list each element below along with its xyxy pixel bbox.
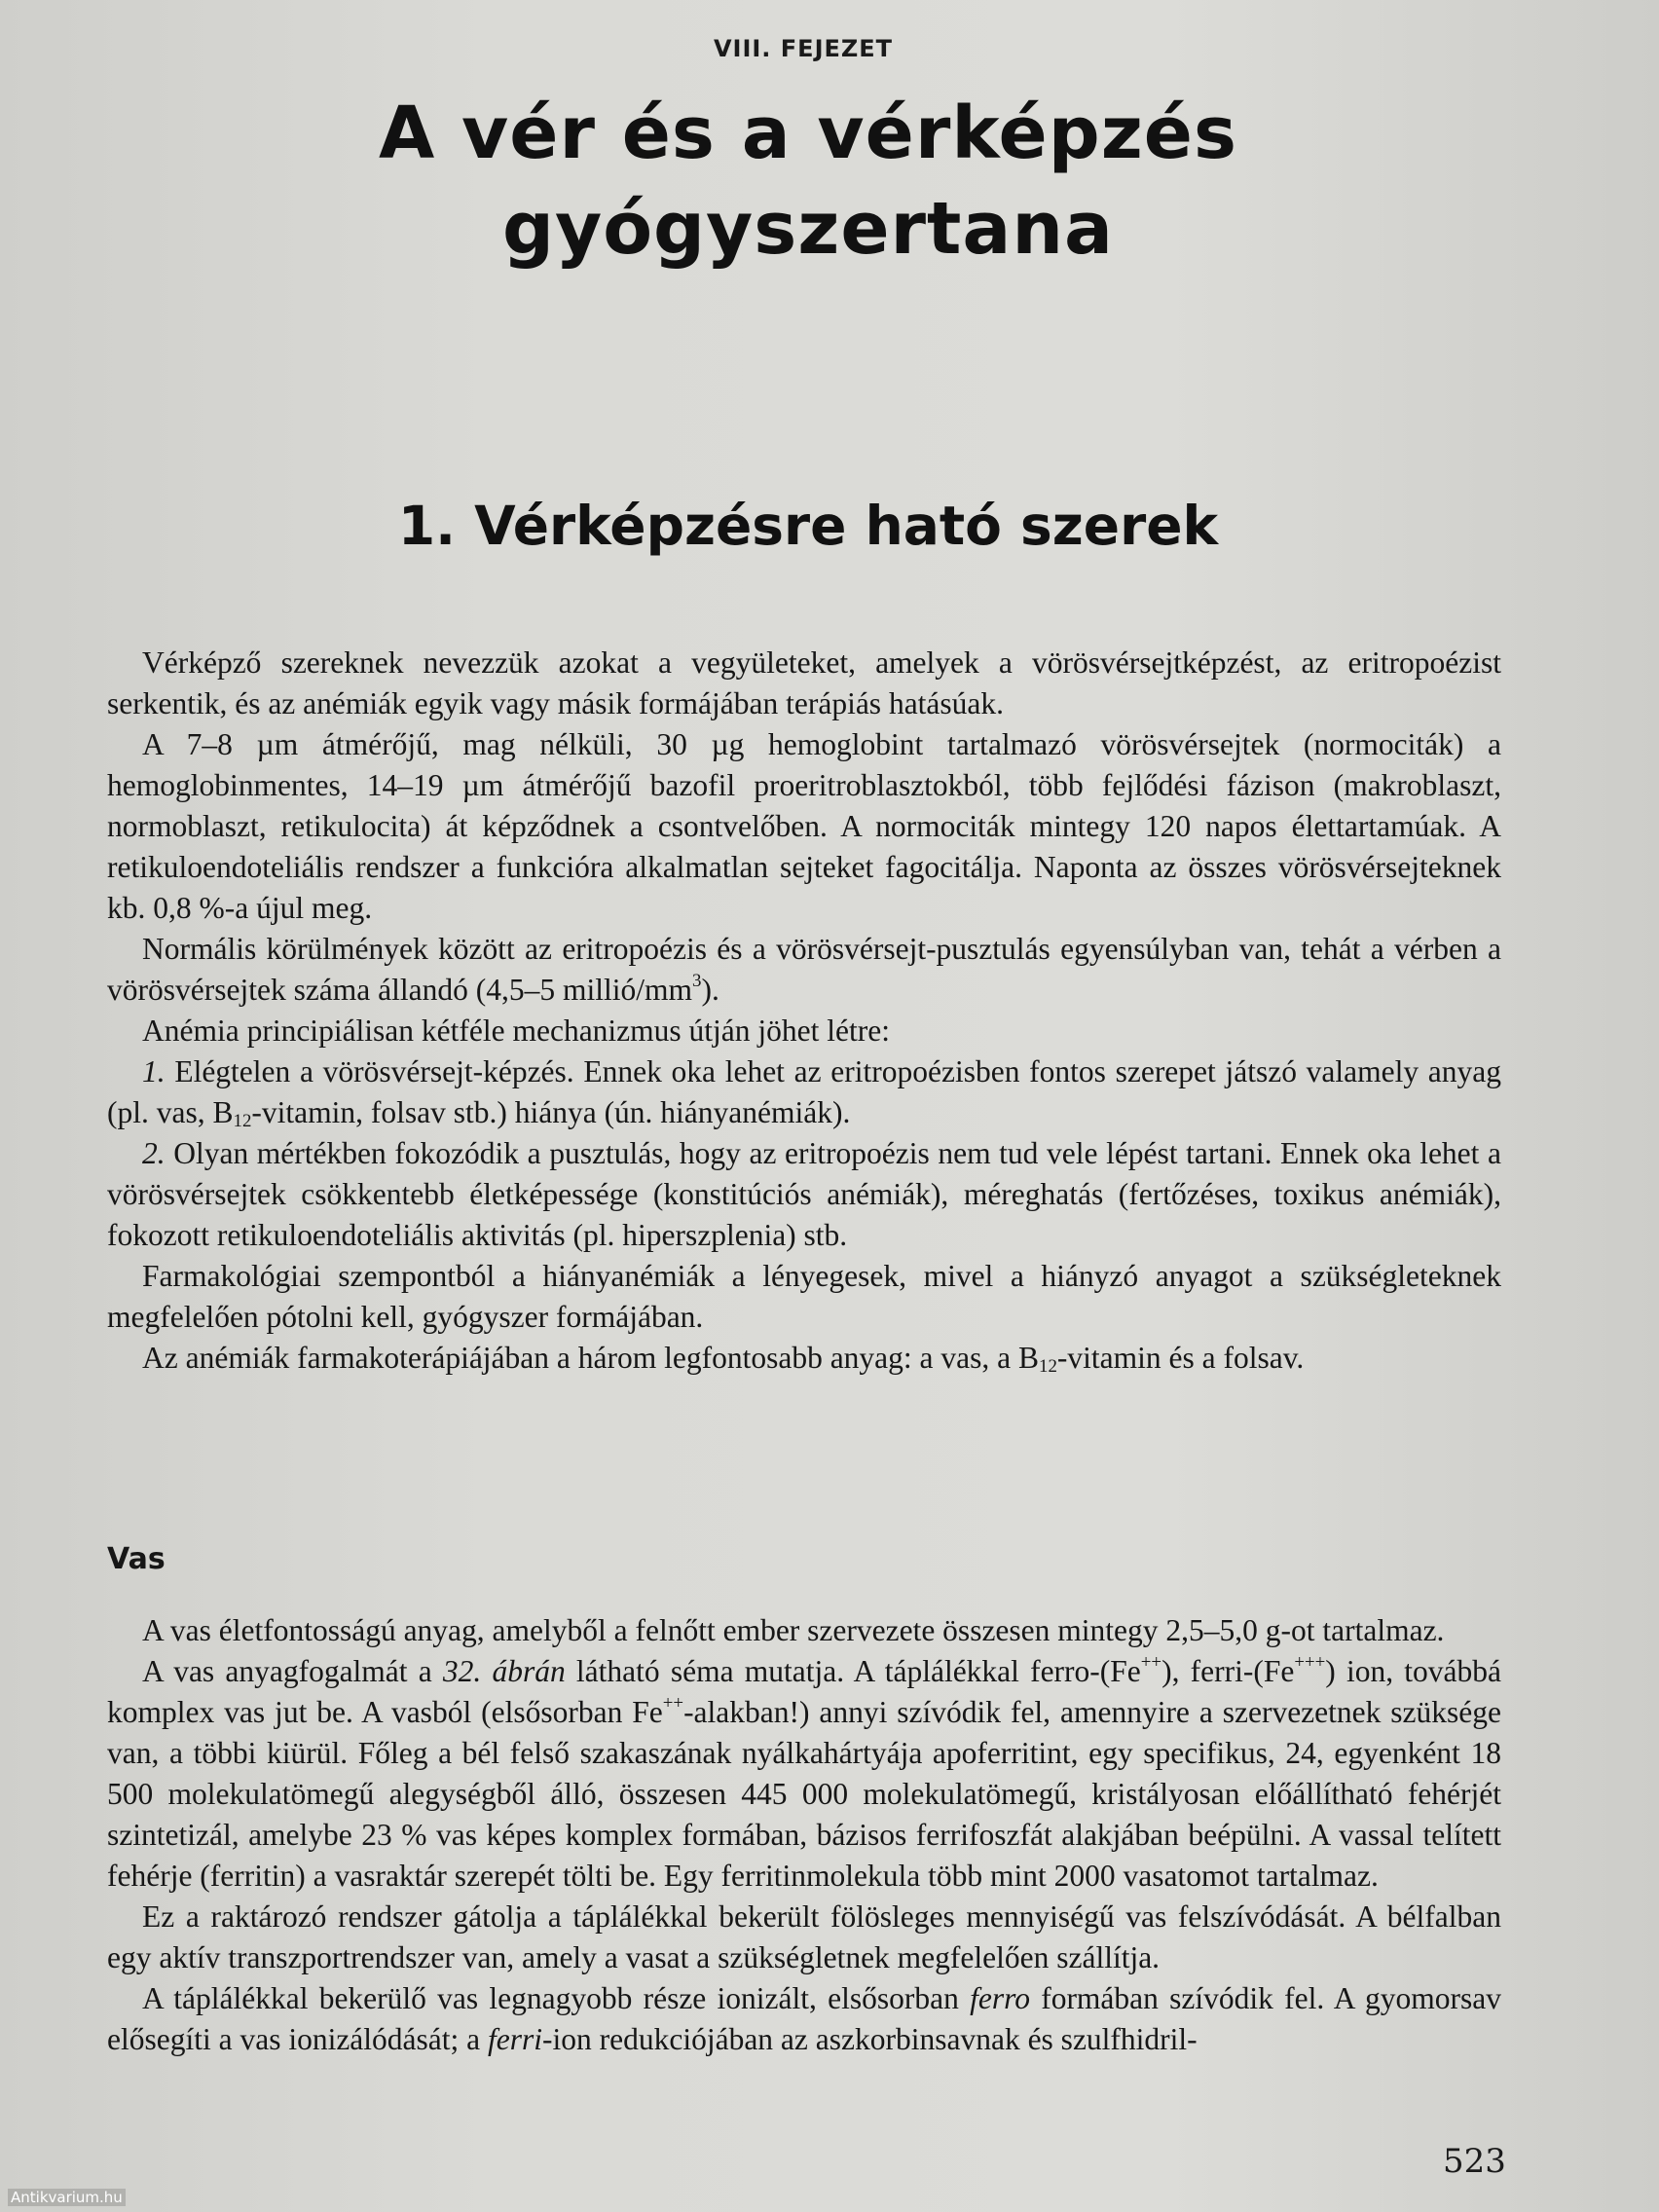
subscript: 12 xyxy=(233,1110,252,1131)
subsection-heading-vas: Vas xyxy=(107,1542,166,1576)
superscript: ++ xyxy=(1140,1651,1162,1673)
intro-paragraph-3 xyxy=(107,929,1501,1011)
text-run: -vitamin, folsav stb.) hiánya (ún. hiányanémiák). xyxy=(251,1095,851,1129)
vas-paragraph-1: A vas életfontosságú anyag, amelyből a felnőtt ember szervezete összesen mintegy 2,5–5,0 g-ot tartalmaz. xyxy=(142,1613,1445,1647)
intro-paragraph-6 xyxy=(107,1133,1501,1256)
text-run: A vas anyagfogalmát a xyxy=(142,1654,443,1688)
intro-text xyxy=(107,643,1501,1379)
text-run: Olyan mértékben fokozódik a pusztulás, hogy az eritropoézis nem tud vele lépést tartani. Ennek oka lehet a vörösvérsejtek csökkentebb életképessége (konstitúciós anémiák), méreghatás (fertőzéses, toxikus anémiák), fokozott retikuloendoteliális aktivitás (pl. hiperszplenia) stb. xyxy=(107,1136,1501,1252)
text-run: -alakban!) annyi szívódik fel, amennyire a szervezetnek szüksége van, a többi kiürül. Főleg a bél felső szakaszának nyálkahártyája apoferritint, egy specifikus, 24, egyenként 18 500 molekulatömegű alegységből álló, összesen 445 000 molekulatömegű, kristályosan előállítható fehérjét szintetizál, amelybe 23 % vas képes komplex formában, bázisos ferrifoszfát alakjában beépülni. A vassal telített fehérje (ferritin) a vasraktár szerepét tölti be. Egy ferritinmolekula több mint 2000 vasatomot tartalmaz. xyxy=(107,1695,1501,1893)
superscript: 3 xyxy=(692,970,702,991)
chapter-title xyxy=(0,86,1616,276)
text-run: Az anémiák farmakoterápiájában a három legfontosabb anyag: a vas, a B xyxy=(142,1341,1039,1375)
text-run: ), ferri-(Fe xyxy=(1161,1654,1295,1688)
text-run: ) ion, továbbá komplex vas jut be. A vasból (elsősorban Fe xyxy=(107,1654,1502,1729)
vas-paragraph-2 xyxy=(107,1651,1501,1897)
superscript: ++ xyxy=(662,1692,684,1714)
text-run: -ion redukciójában az aszkorbinsavnak és szulfhidril- xyxy=(542,2022,1198,2056)
vas-paragraph-4 xyxy=(107,1978,1501,2060)
list-number: 2. xyxy=(142,1136,166,1170)
section-title: 1. Vérképzésre ható szerek xyxy=(397,495,1219,557)
list-number: 1. xyxy=(142,1054,166,1088)
text-run: -vitamin és a folsav. xyxy=(1056,1341,1305,1375)
text-run: Elégtelen a vörösvérsejt-képzés. Ennek oka lehet az eritropoézisben fontos szerepet játszó valamely anyag (pl. vas, B xyxy=(107,1054,1501,1129)
figure-reference: 32. ábrán xyxy=(442,1654,566,1688)
superscript: +++ xyxy=(1294,1651,1326,1673)
italic-term: ferro xyxy=(970,1981,1030,2015)
text-run: formában szívódik fel. A gyomorsav elősegíti a vas ionizálódását; a xyxy=(107,1981,1501,2056)
italic-term: ferri xyxy=(488,2022,543,2056)
intro-paragraph-5 xyxy=(107,1051,1501,1133)
text-run: látható séma mutatja. A táplálékkal ferro-(Fe xyxy=(565,1654,1141,1688)
page-number: 523 xyxy=(1443,2142,1506,2181)
vas-text xyxy=(107,1610,1501,2060)
vas-paragraph-3: Ez a raktározó rendszer gátolja a táplálékkal bekerült fölösleges mennyiségű vas felszívódását. A bélfalban egy aktív transzportrendszer van, amely a vasat a szükségletnek megfelelően szállítja. xyxy=(107,1899,1501,1974)
text-run: Normális körülmények között az eritropoézis és a vörösvérsejt-pusztulás egyensúlyban van, tehát a vérben a vörösvérsejtek száma állandó (4,5–5 millió/mm xyxy=(107,932,1501,1007)
intro-paragraph-2: A 7–8 µm átmérőjű, mag nélküli, 30 µg hemoglobint tartalmazó vörösvérsejtek (normociták) a hemoglobinmentes, 14–19 µm átmérőjű bazofil proeritroblasztokból, több fejlődési fázison (makroblaszt, normoblaszt, retikulocita) át képződnek a csontvelőben. A normociták mintegy 120 napos élettartamúak. A retikuloendoteliális rendszer a funkcióra alkalmatlan sejteket fagocitálja. Naponta az összes vörösvérsejteknek kb. 0,8 %-a újul meg. xyxy=(107,727,1501,925)
subscript: 12 xyxy=(1039,1355,1057,1377)
watermark: Antikvarium.hu xyxy=(8,2189,126,2206)
chapter-title-line-2: gyógyszertana xyxy=(502,187,1114,271)
intro-paragraph-1: Vérképző szereknek nevezzük azokat a vegyületeket, amelyek a vörösvérsejtképzést, az eritropoézist serkentik, és az anémiák egyik vagy másik formájában terápiás hatásúak. xyxy=(107,645,1501,720)
chapter-title-line-1: A vér és a vérképzés xyxy=(378,92,1238,175)
text-run: ). xyxy=(701,973,719,1007)
intro-paragraph-7: Farmakológiai szempontból a hiányanémiák a lényegesek, mivel a hiányzó anyagot a szükségleteknek megfelelően pótolni kell, gyógyszer formájában. xyxy=(107,1259,1501,1334)
intro-paragraph-8 xyxy=(107,1338,1501,1379)
chapter-label: VIII. FEJEZET xyxy=(713,35,894,62)
intro-paragraph-4: Anémia principiálisan kétféle mechanizmus útján jöhet létre: xyxy=(142,1014,890,1048)
text-run: A táplálékkal bekerülő vas legnagyobb része ionizált, elsősorban xyxy=(142,1981,971,2015)
